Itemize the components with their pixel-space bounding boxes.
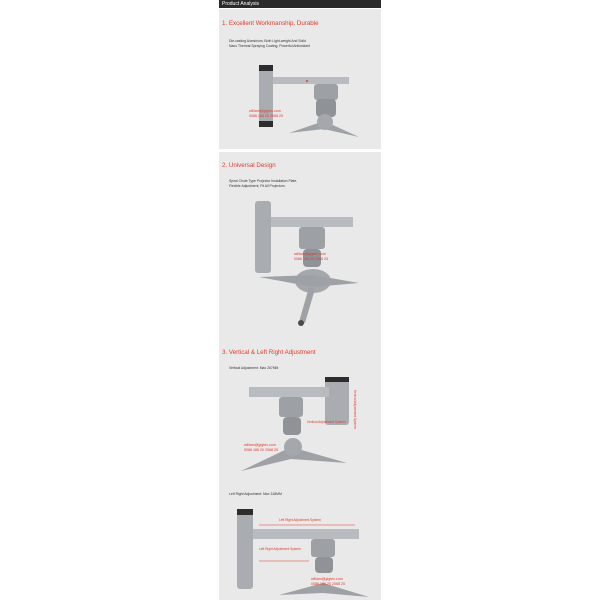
section-2-product-image xyxy=(219,197,381,332)
section-3-watermark-email: william@gigtec.com xyxy=(244,443,276,447)
section-2-title: 2. Universal Design xyxy=(222,162,276,169)
section-2-desc-line-1: Spiral Chute Type Projector Installation Plate, xyxy=(229,179,298,183)
section-1-product-image xyxy=(219,59,381,149)
section-3-panel xyxy=(219,340,381,485)
section-1-watermark-email: william@gigtec.com xyxy=(249,109,281,113)
section-4-panel xyxy=(219,485,381,600)
section-3-desc-line-1: Vertical Adjustment: Max 267MM xyxy=(229,366,279,370)
section-4-watermark-email: william@gigtec.com xyxy=(311,577,343,581)
header-bar xyxy=(219,0,381,8)
section-2-watermark-phone: 0086 186 20 2068 25 xyxy=(294,257,328,261)
section-3-watermark-phone: 0086 186 20 2068 25 xyxy=(244,448,278,452)
section-1-panel xyxy=(219,9,381,149)
section-2-desc-line-2: Flexible Adjustment, Fit All Projectors xyxy=(229,184,285,188)
header-title: Product Analysis xyxy=(222,1,259,7)
section-1-title: 1. Excellent Workmanship, Durable xyxy=(222,20,319,27)
section-2-panel xyxy=(219,152,381,340)
product-analysis-column xyxy=(219,0,381,600)
section-4-mid-annotation: Left Right Adjustment System xyxy=(259,547,301,551)
section-3-title: 3. Vertical & Left Right Adjustment xyxy=(222,349,316,356)
section-2-watermark-email: william@gigtec.com xyxy=(294,252,326,256)
section-1-desc-line-1: Die-casting Aluminium, Both Light-weight And Solid xyxy=(229,39,306,43)
section-4-watermark-phone: 0086 186 20 2068 25 xyxy=(311,582,345,586)
section-4-desc-line-1: Left Right Adjustment: Max 318MM xyxy=(229,492,282,496)
section-1-desc-line-2: Nano Thermal Spraying Coating, Powerful Antioxidant xyxy=(229,44,310,48)
section-3-adjust-annotation: Vertical Adjustment System xyxy=(307,420,346,424)
section-3-vertical-annotation: Vertical Adjustment System xyxy=(353,390,357,429)
section-1-watermark-phone: 0086 186 20 2068 25 xyxy=(249,114,283,118)
section-4-top-annotation: Left Right Adjustment System xyxy=(279,518,321,522)
